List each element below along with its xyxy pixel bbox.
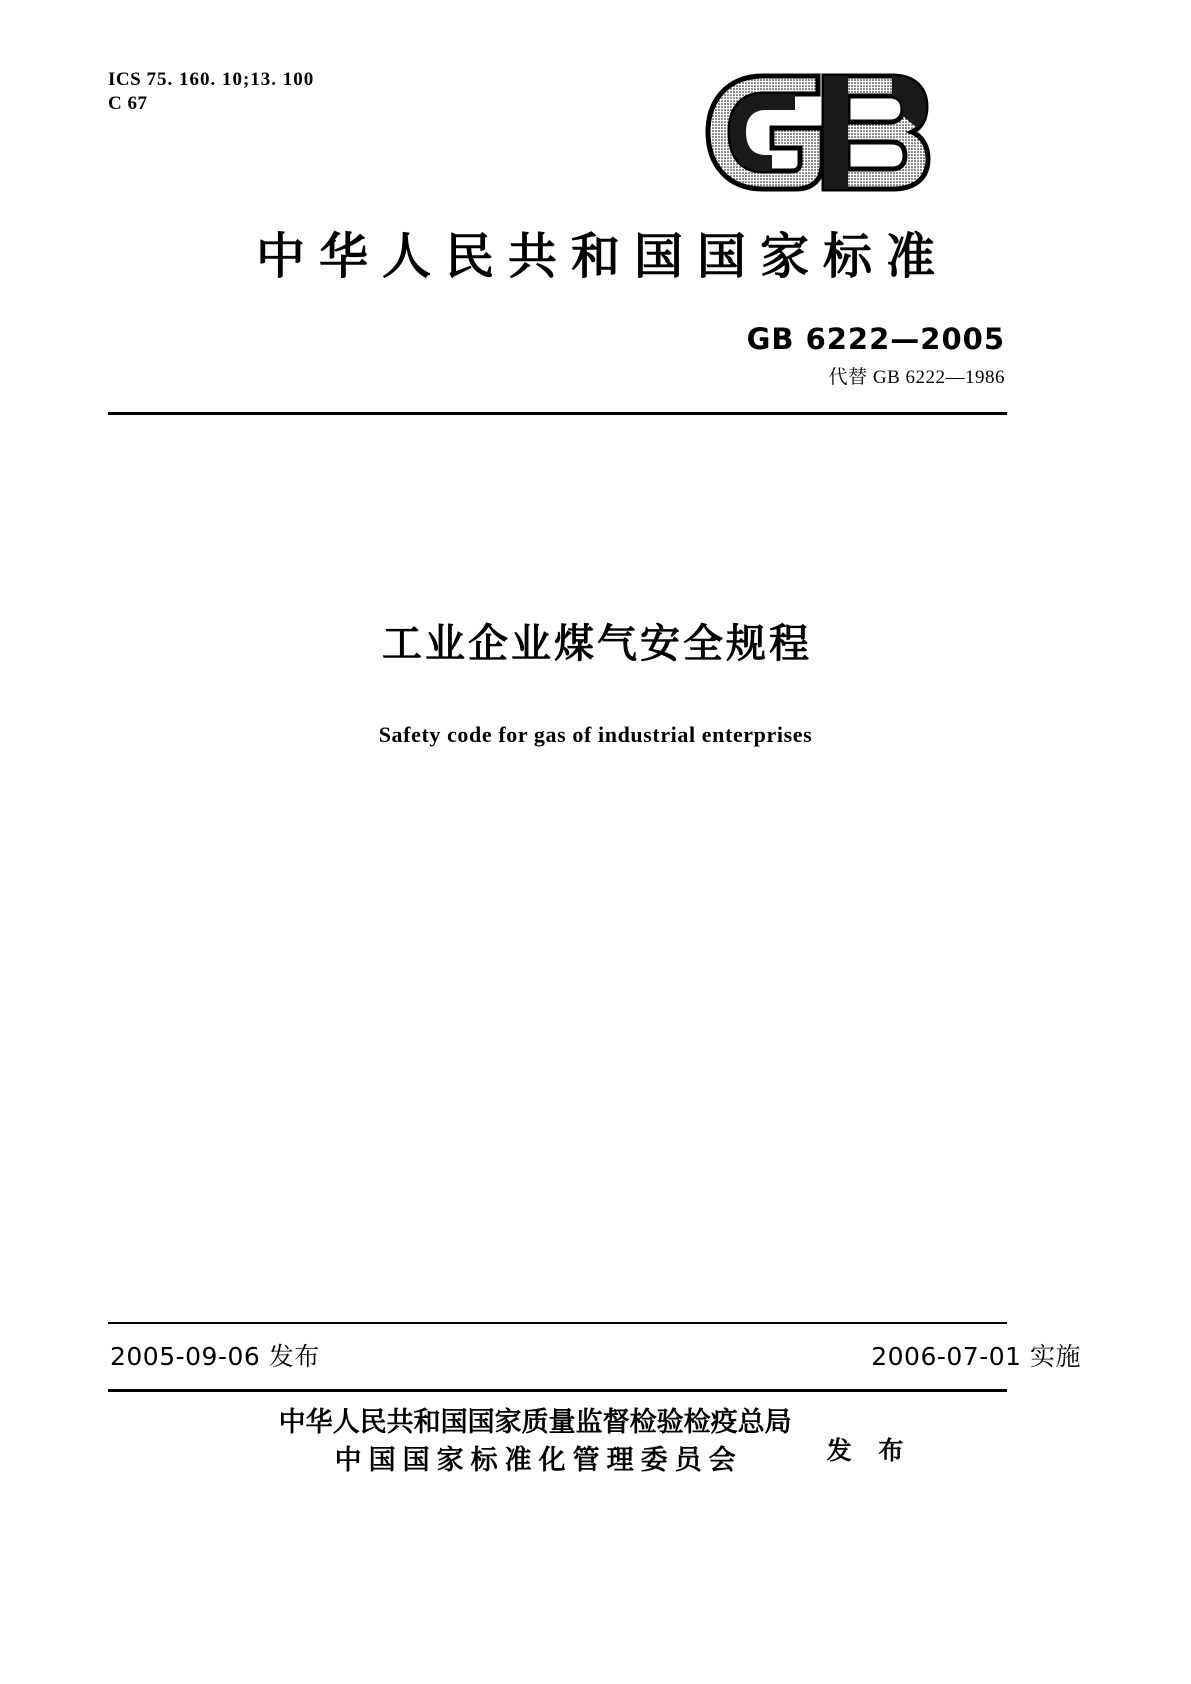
effective-date: 2006-07-01 实施 xyxy=(871,1342,1081,1371)
publisher-line-2: 中国国家标准化管理委员会 xyxy=(334,1445,743,1477)
standard-number-block xyxy=(747,322,1005,389)
publisher-line-1: 中华人民共和国国家质量监督检验检疫总局 xyxy=(278,1407,792,1438)
national-standard-title: 中华人民共和国国家标准 xyxy=(255,228,949,285)
divider-top xyxy=(108,412,1007,415)
publisher-names xyxy=(279,1404,792,1481)
issue-date: 2005-09-06 发布 xyxy=(110,1342,320,1371)
publisher-block xyxy=(0,1404,1191,1481)
ics-label: ICS xyxy=(108,69,142,90)
divider-dates-bottom xyxy=(108,1389,1007,1392)
document-title-english: Safety code for gas of industrial enterprises xyxy=(378,722,813,747)
gb-emblem-icon xyxy=(700,70,950,195)
standard-number: GB 6222—2005 xyxy=(746,322,1005,356)
ics-line xyxy=(108,68,314,92)
document-title-chinese: 工业企业煤气安全规程 xyxy=(382,621,812,667)
ics-value: 75. 160. 10;13. 100 xyxy=(146,69,315,90)
classification-code: C 67 xyxy=(108,93,148,115)
publisher-verb: 发 布 xyxy=(826,1436,913,1466)
ics-classification-block xyxy=(108,68,314,117)
divider-dates-top xyxy=(108,1322,1007,1324)
standard-replaces: 代替 GB 6222—1986 xyxy=(828,367,1005,388)
